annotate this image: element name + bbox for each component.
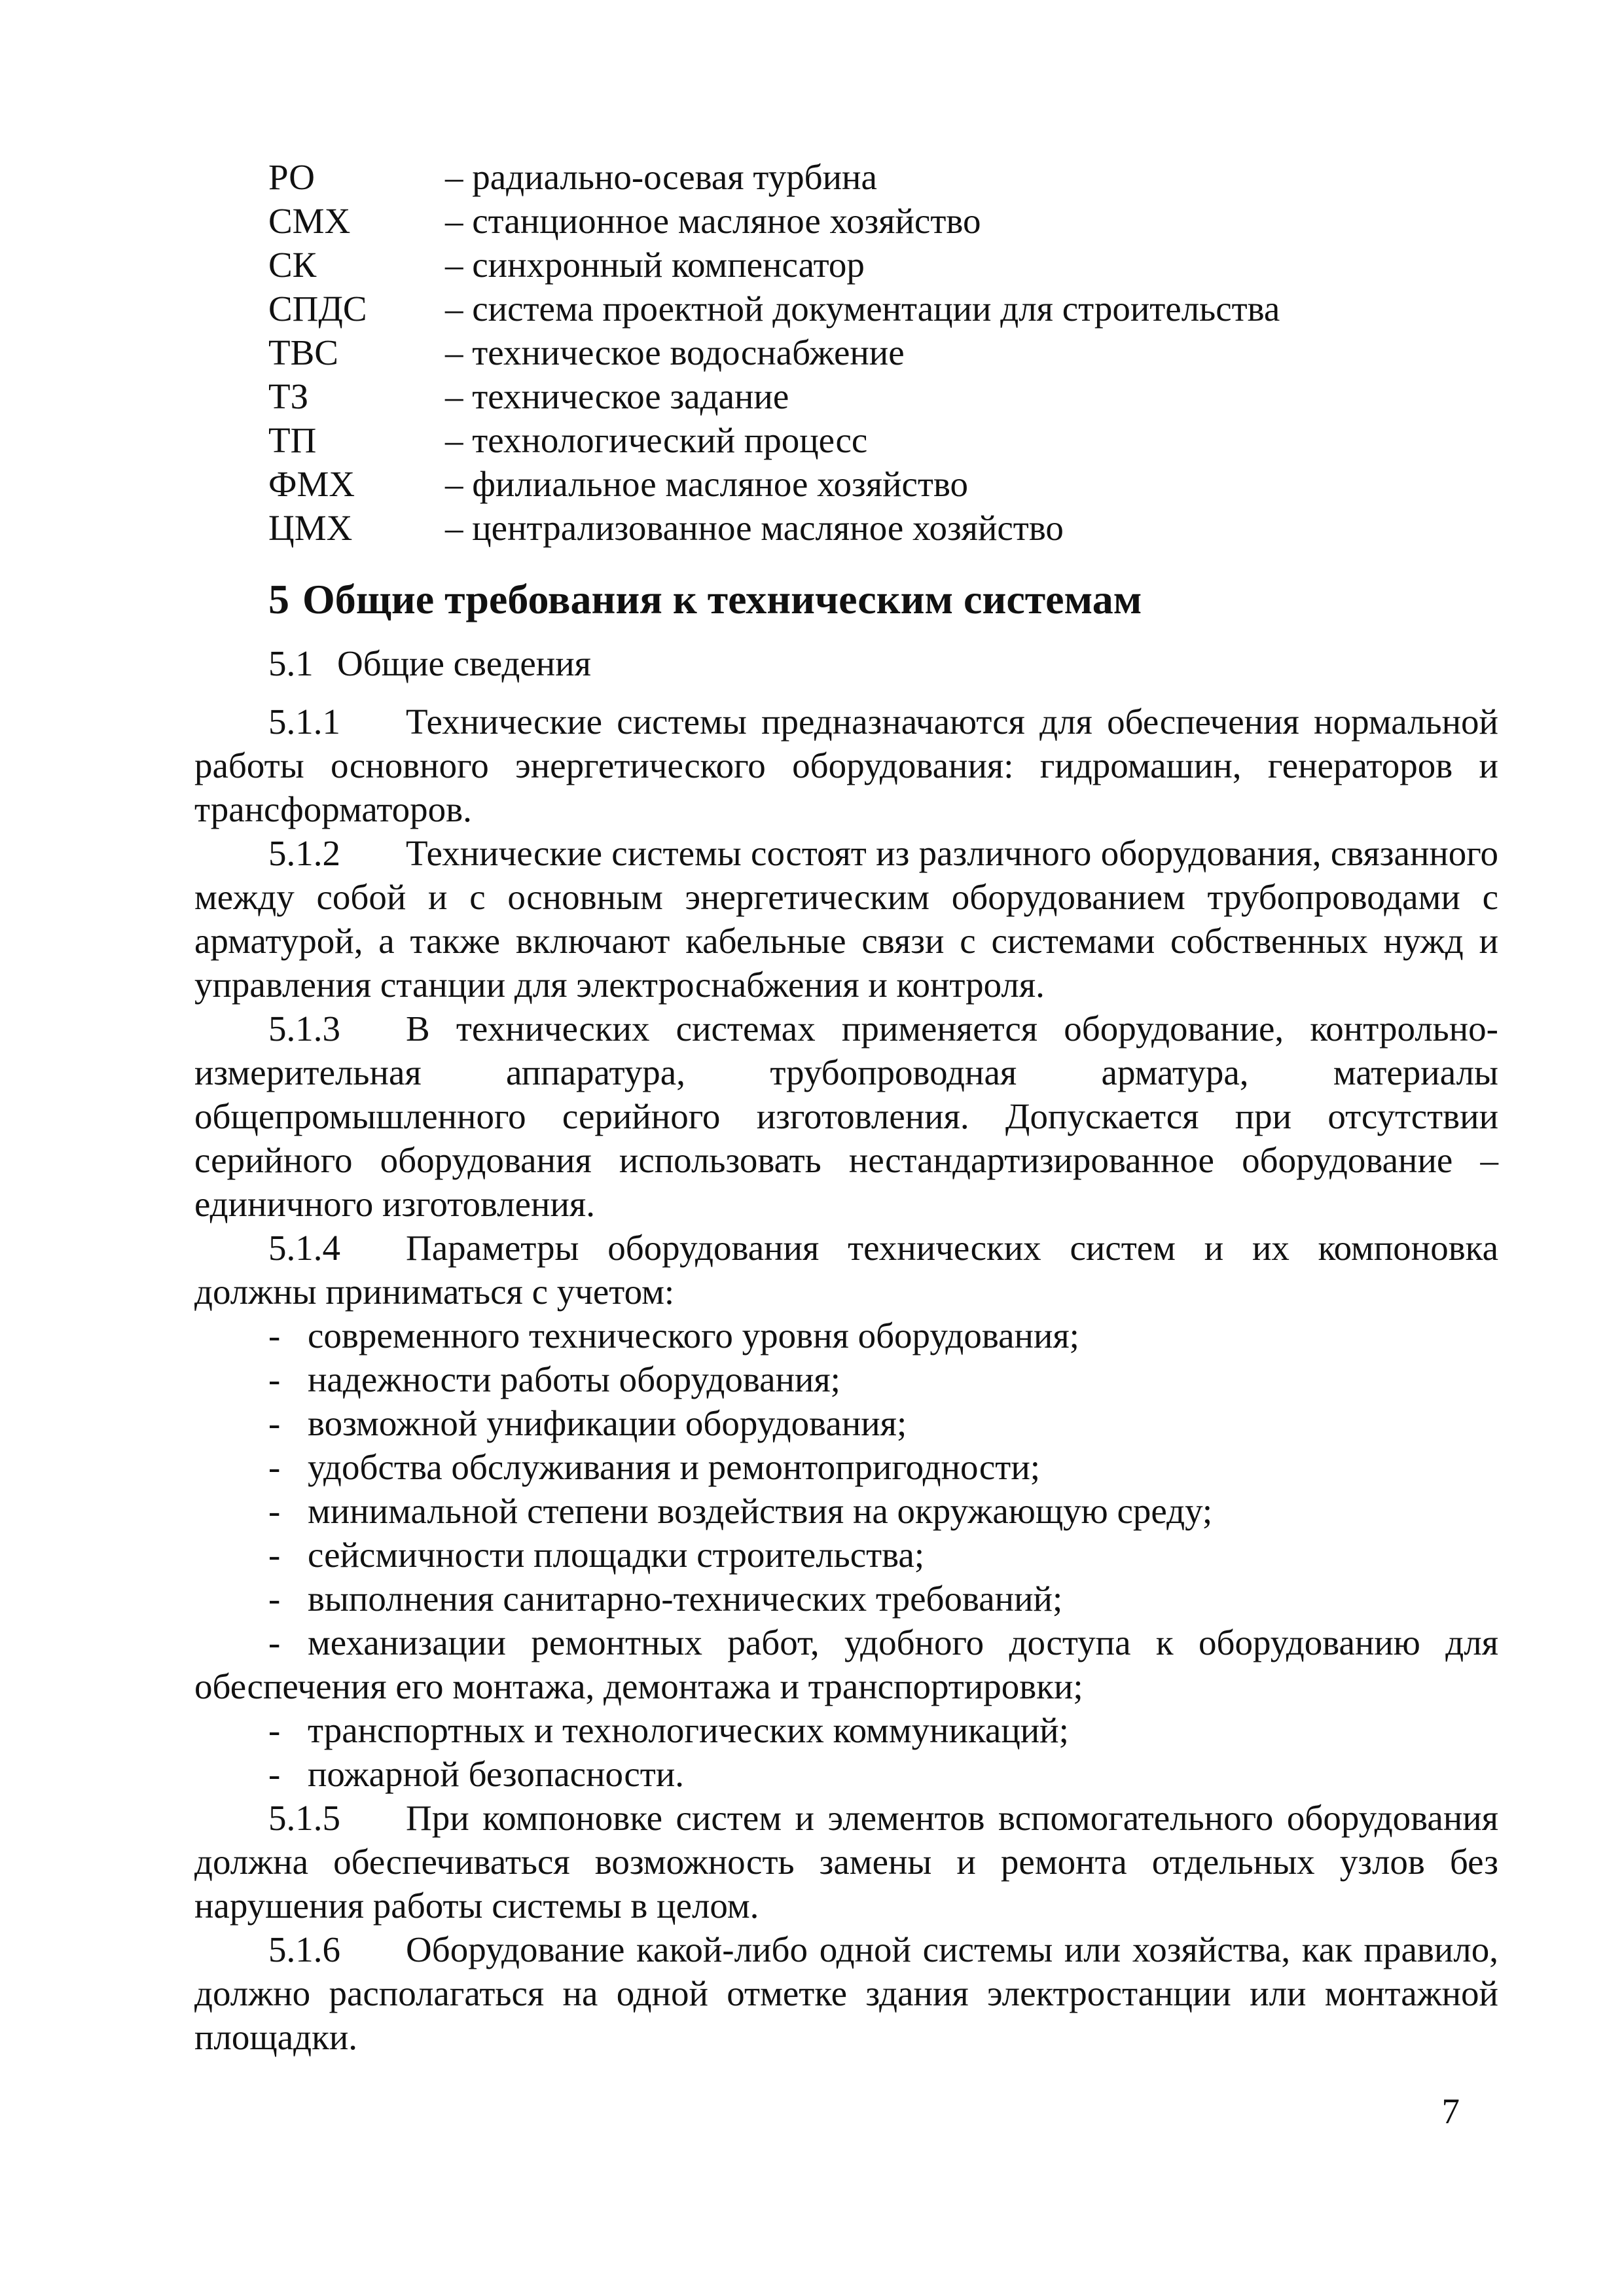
abbreviation-definition: – централизованное масляное хозяйство xyxy=(445,508,1064,548)
list-item xyxy=(194,1752,1498,1796)
abbreviation-row xyxy=(194,155,1498,199)
page-number: 7 xyxy=(1441,2091,1460,2131)
list-item-text: пожарной безопасности. xyxy=(308,1754,685,1794)
abbreviation-definition: – технологический процесс xyxy=(445,420,868,460)
abbreviation-row xyxy=(194,331,1498,374)
list-item xyxy=(194,1533,1498,1577)
paragraph-5-1-2 xyxy=(194,831,1498,1007)
abbreviation-definition: – филиальное масляное хозяйство xyxy=(445,464,969,504)
paragraph-number: 5.1.2 xyxy=(268,833,340,873)
paragraph-text: В технических системах применяется оборудование, контрольно-измерительная аппаратура, трубопроводная арматура, материалы общепромышленного серийного изготовления. Допускается при отсутствии серийного оборудования использовать нестандартизированное оборудование – единичного изготовления. xyxy=(194,1009,1498,1224)
bullet-dash: - xyxy=(268,1447,281,1487)
subsection-number: 5.1 xyxy=(268,643,314,683)
list-item-text: выполнения санитарно-технических требований; xyxy=(308,1579,1063,1619)
bullet-dash: - xyxy=(268,1403,281,1443)
abbreviation-term: СК xyxy=(268,245,317,285)
abbreviation-term: ФМХ xyxy=(268,464,355,504)
paragraph-5-1-5 xyxy=(194,1796,1498,1928)
abbreviation-list xyxy=(194,155,1498,550)
list-item xyxy=(194,1708,1498,1752)
paragraph-text: Технические системы предназначаются для обеспечения нормальной работы основного энергетического оборудования: гидромашин, генераторов и трансформаторов. xyxy=(194,702,1498,829)
abbreviation-definition: – станционное масляное хозяйство xyxy=(445,201,981,241)
abbreviation-row xyxy=(194,506,1498,550)
paragraph-number: 5.1.6 xyxy=(268,1929,340,1969)
bullet-dash: - xyxy=(268,1754,281,1794)
list-item-text: современного технического уровня оборудования; xyxy=(308,1316,1079,1355)
paragraph-text: Оборудование какой-либо одной системы или хозяйства, как правило, должно располагаться на одной отметке здания электростанции или монтажной площадки. xyxy=(194,1929,1498,2057)
abbreviation-row xyxy=(194,374,1498,418)
list-item-text: механизации ремонтных работ, удобного доступа к оборудованию для обеспечения его монтажа, демонтажа и транспортировки; xyxy=(194,1623,1498,1706)
list-item xyxy=(194,1314,1498,1357)
abbreviation-definition: – техническое водоснабжение xyxy=(445,332,905,372)
list-item xyxy=(194,1489,1498,1533)
list-item xyxy=(194,1401,1498,1445)
bullet-dash: - xyxy=(268,1623,281,1662)
list-item xyxy=(194,1357,1498,1401)
abbreviation-term: ТЗ xyxy=(268,376,309,416)
list-item-text: возможной унификации оборудования; xyxy=(308,1403,907,1443)
paragraph-number: 5.1.1 xyxy=(268,702,340,742)
bullet-dash: - xyxy=(268,1316,281,1355)
abbreviation-row xyxy=(194,462,1498,506)
list-item xyxy=(194,1621,1498,1708)
abbreviation-row xyxy=(194,199,1498,243)
list-item xyxy=(194,1445,1498,1489)
section-heading xyxy=(268,573,1498,626)
paragraph-number: 5.1.5 xyxy=(268,1798,340,1838)
bullet-dash: - xyxy=(268,1359,281,1399)
abbreviation-term: ТП xyxy=(268,420,317,460)
abbreviation-definition: – радиально-осевая турбина xyxy=(445,157,877,197)
paragraph-5-1-6 xyxy=(194,1928,1498,2059)
section-title: Общие требования к техническим системам xyxy=(302,576,1142,622)
subsection-heading xyxy=(194,641,1498,685)
abbreviation-term: СМХ xyxy=(268,201,351,241)
abbreviation-definition: – система проектной документации для строительства xyxy=(445,289,1280,329)
list-item-text: удобства обслуживания и ремонтопригодности; xyxy=(308,1447,1041,1487)
bullet-dash: - xyxy=(268,1535,281,1575)
abbreviation-definition: – синхронный компенсатор xyxy=(445,245,865,285)
list-item-text: транспортных и технологических коммуникаций; xyxy=(308,1710,1069,1750)
paragraph-5-1-3 xyxy=(194,1007,1498,1226)
abbreviation-row xyxy=(194,418,1498,462)
abbreviation-term: ТВС xyxy=(268,332,338,372)
paragraph-5-1-1 xyxy=(194,700,1498,831)
abbreviation-term: РО xyxy=(268,157,315,197)
paragraph-number: 5.1.3 xyxy=(268,1009,340,1049)
bullet-dash: - xyxy=(268,1491,281,1531)
abbreviation-row xyxy=(194,243,1498,287)
list-item-text: минимальной степени воздействия на окружающую среду; xyxy=(308,1491,1213,1531)
section-number: 5 xyxy=(268,576,289,622)
paragraph-text: При компоновке систем и элементов вспомогательного оборудования должна обеспечиваться возможность замены и ремонта отдельных узлов без нарушения работы системы в целом. xyxy=(194,1798,1498,1926)
abbreviation-definition: – техническое задание xyxy=(445,376,789,416)
abbreviation-term: ЦМХ xyxy=(268,508,353,548)
page-content xyxy=(194,155,1498,2059)
bullet-list xyxy=(194,1314,1498,1796)
paragraph-text: Параметры оборудования технических систем и их компоновка должны приниматься с учетом: xyxy=(194,1228,1498,1312)
list-item-text: надежности работы оборудования; xyxy=(308,1359,840,1399)
list-item-text: сейсмичности площадки строительства; xyxy=(308,1535,925,1575)
abbreviation-term: СПДС xyxy=(268,289,367,329)
paragraph-5-1-4 xyxy=(194,1226,1498,1314)
subsection-title: Общие сведения xyxy=(337,643,591,683)
list-item xyxy=(194,1577,1498,1621)
bullet-dash: - xyxy=(268,1710,281,1750)
abbreviation-row xyxy=(194,287,1498,331)
paragraph-text: Технические системы состоят из различного оборудования, связанного между собой и с основным энергетическим оборудованием трубопроводами с арматурой, а также включают кабельные связи с системами собственных нужд и управления станции для электроснабжения и контроля. xyxy=(194,833,1498,1005)
paragraph-number: 5.1.4 xyxy=(268,1228,340,1268)
bullet-dash: - xyxy=(268,1579,281,1619)
